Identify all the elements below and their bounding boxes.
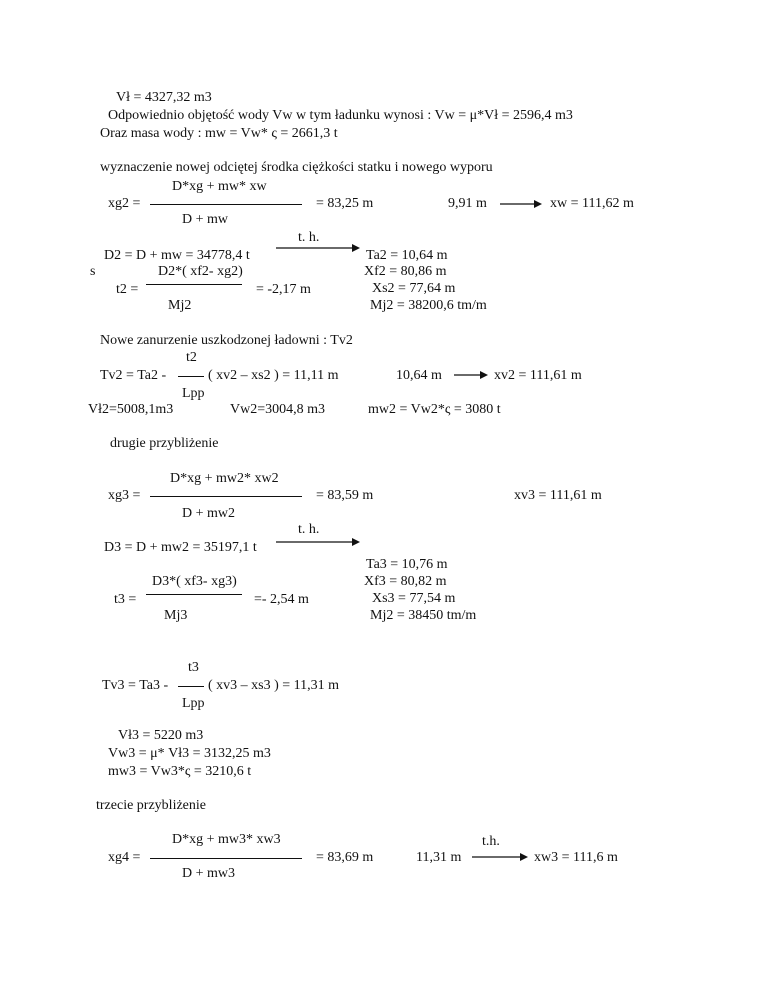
tv3-rest: ( xv3 – xs3 ) = 11,31 m bbox=[208, 678, 340, 693]
t2-numerator: D2*( xf2- xg2) bbox=[158, 264, 243, 279]
s-mark: s bbox=[90, 264, 96, 279]
ta3-line: Ta3 = 10,76 m bbox=[366, 557, 448, 572]
xg2-numerator: D*xg + mw* xw bbox=[172, 179, 267, 194]
tv2-numerator: t2 bbox=[186, 350, 197, 365]
tv2-label: Tv2 = Ta2 - bbox=[100, 368, 167, 383]
value-11-31: 11,31 m bbox=[416, 850, 462, 865]
xf2-line: Xf2 = 80,86 m bbox=[364, 264, 447, 279]
vl-line: Vł = 4327,32 m3 bbox=[116, 90, 212, 105]
t2-fraction-bar bbox=[146, 284, 242, 285]
t3-fraction-bar bbox=[146, 594, 242, 595]
arrow-right-icon bbox=[500, 198, 542, 210]
xg3-result: = 83,59 m bbox=[316, 488, 374, 503]
xg3-label: xg3 = bbox=[108, 488, 141, 503]
xw3-result: xw3 = 111,6 m bbox=[534, 850, 618, 865]
tv3-fraction-bar bbox=[178, 686, 204, 687]
mw3-line: mw3 = Vw3*ς = 3210,6 t bbox=[108, 764, 252, 779]
xg2-fraction-bar bbox=[150, 204, 302, 205]
xg4-label: xg4 = bbox=[108, 850, 141, 865]
xf3-line: Xf3 = 80,82 m bbox=[364, 574, 447, 589]
xv2-result: xv2 = 111,61 m bbox=[494, 368, 582, 383]
mw2-line: mw2 = Vw2*ς = 3080 t bbox=[368, 402, 501, 417]
xg4-numerator: D*xg + mw3* xw3 bbox=[172, 832, 281, 847]
vw3-line: Vw3 = μ* Vł3 = 3132,25 m3 bbox=[108, 746, 271, 761]
xs3-line: Xs3 = 77,54 m bbox=[372, 591, 456, 606]
th-label-3: t.h. bbox=[482, 834, 500, 849]
xg3-numerator: D*xg + mw2* xw2 bbox=[170, 471, 279, 486]
arrow-right-icon bbox=[276, 242, 360, 254]
xg4-fraction-bar bbox=[150, 858, 302, 859]
xg3-denominator: D + mw2 bbox=[182, 506, 236, 521]
t2-label: t2 = bbox=[116, 282, 139, 297]
xv3-result: xv3 = 111,61 m bbox=[514, 488, 602, 503]
xg3-fraction-bar bbox=[150, 496, 302, 497]
xg4-result: = 83,69 m bbox=[316, 850, 374, 865]
xg2-denominator: D + mw bbox=[182, 212, 229, 227]
d2-line: D2 = D + mw = 34778,4 t bbox=[104, 248, 250, 263]
xg2-result: = 83,25 m bbox=[316, 196, 374, 211]
xg2-label: xg2 = bbox=[108, 196, 141, 211]
d3-line: D3 = D + mw2 = 35197,1 t bbox=[104, 540, 257, 555]
mj2-line-2: Mj2 = 38450 tm/m bbox=[370, 608, 477, 623]
tv3-label: Tv3 = Ta3 - bbox=[102, 678, 169, 693]
tv2-rest: ( xv2 – xs2 ) = 11,11 m bbox=[208, 368, 339, 383]
t2-result: = -2,17 m bbox=[256, 282, 311, 297]
t3-numerator: D3*( xf3- xg3) bbox=[152, 574, 237, 589]
vl3-line: Vł3 = 5220 m3 bbox=[118, 728, 204, 743]
vw2-line: Vw2=3004,8 m3 bbox=[230, 402, 326, 417]
value-10-64: 10,64 m bbox=[396, 368, 442, 383]
tv3-numerator: t3 bbox=[188, 660, 199, 675]
vl2-line: Vł2=5008,1m3 bbox=[88, 402, 174, 417]
water-mass-line: Oraz masa wody : mw = Vw* ς = 2661,3 t bbox=[100, 126, 338, 141]
arrow-right-icon bbox=[472, 851, 528, 863]
arrow-right-icon bbox=[276, 536, 360, 548]
tv3-denominator: Lpp bbox=[182, 696, 205, 711]
th-label: t. h. bbox=[298, 230, 320, 245]
section-heading: wyznaczenie nowej odciętej środka ciężkości statku i nowego wyporu bbox=[100, 160, 493, 175]
third-approx-heading: trzecie przybliżenie bbox=[96, 798, 206, 813]
t3-result: =- 2,54 m bbox=[254, 592, 309, 607]
second-approx-heading: drugie przybliżenie bbox=[110, 436, 219, 451]
mj2-line: Mj2 = 38200,6 tm/m bbox=[370, 298, 487, 313]
ta2-line: Ta2 = 10,64 m bbox=[366, 248, 448, 263]
value-9-91: 9,91 m bbox=[448, 196, 487, 211]
tv2-fraction-bar bbox=[178, 376, 204, 377]
water-volume-line: Odpowiednio objętość wody Vw w tym ładunku wynosi : Vw = μ*Vł = 2596,4 m3 bbox=[108, 108, 573, 123]
xg4-denominator: D + mw3 bbox=[182, 866, 236, 881]
tv2-heading: Nowe zanurzenie uszkodzonej ładowni : Tv2 bbox=[100, 333, 353, 348]
tv2-denominator: Lpp bbox=[182, 386, 205, 401]
t2-denominator: Mj2 bbox=[168, 298, 192, 313]
t3-denominator: Mj3 bbox=[164, 608, 188, 623]
xs2-line: Xs2 = 77,64 m bbox=[372, 281, 456, 296]
th-label-2: t. h. bbox=[298, 522, 320, 537]
t3-label: t3 = bbox=[114, 592, 137, 607]
arrow-right-icon bbox=[454, 369, 488, 381]
xw-result: xw = 111,62 m bbox=[550, 196, 634, 211]
